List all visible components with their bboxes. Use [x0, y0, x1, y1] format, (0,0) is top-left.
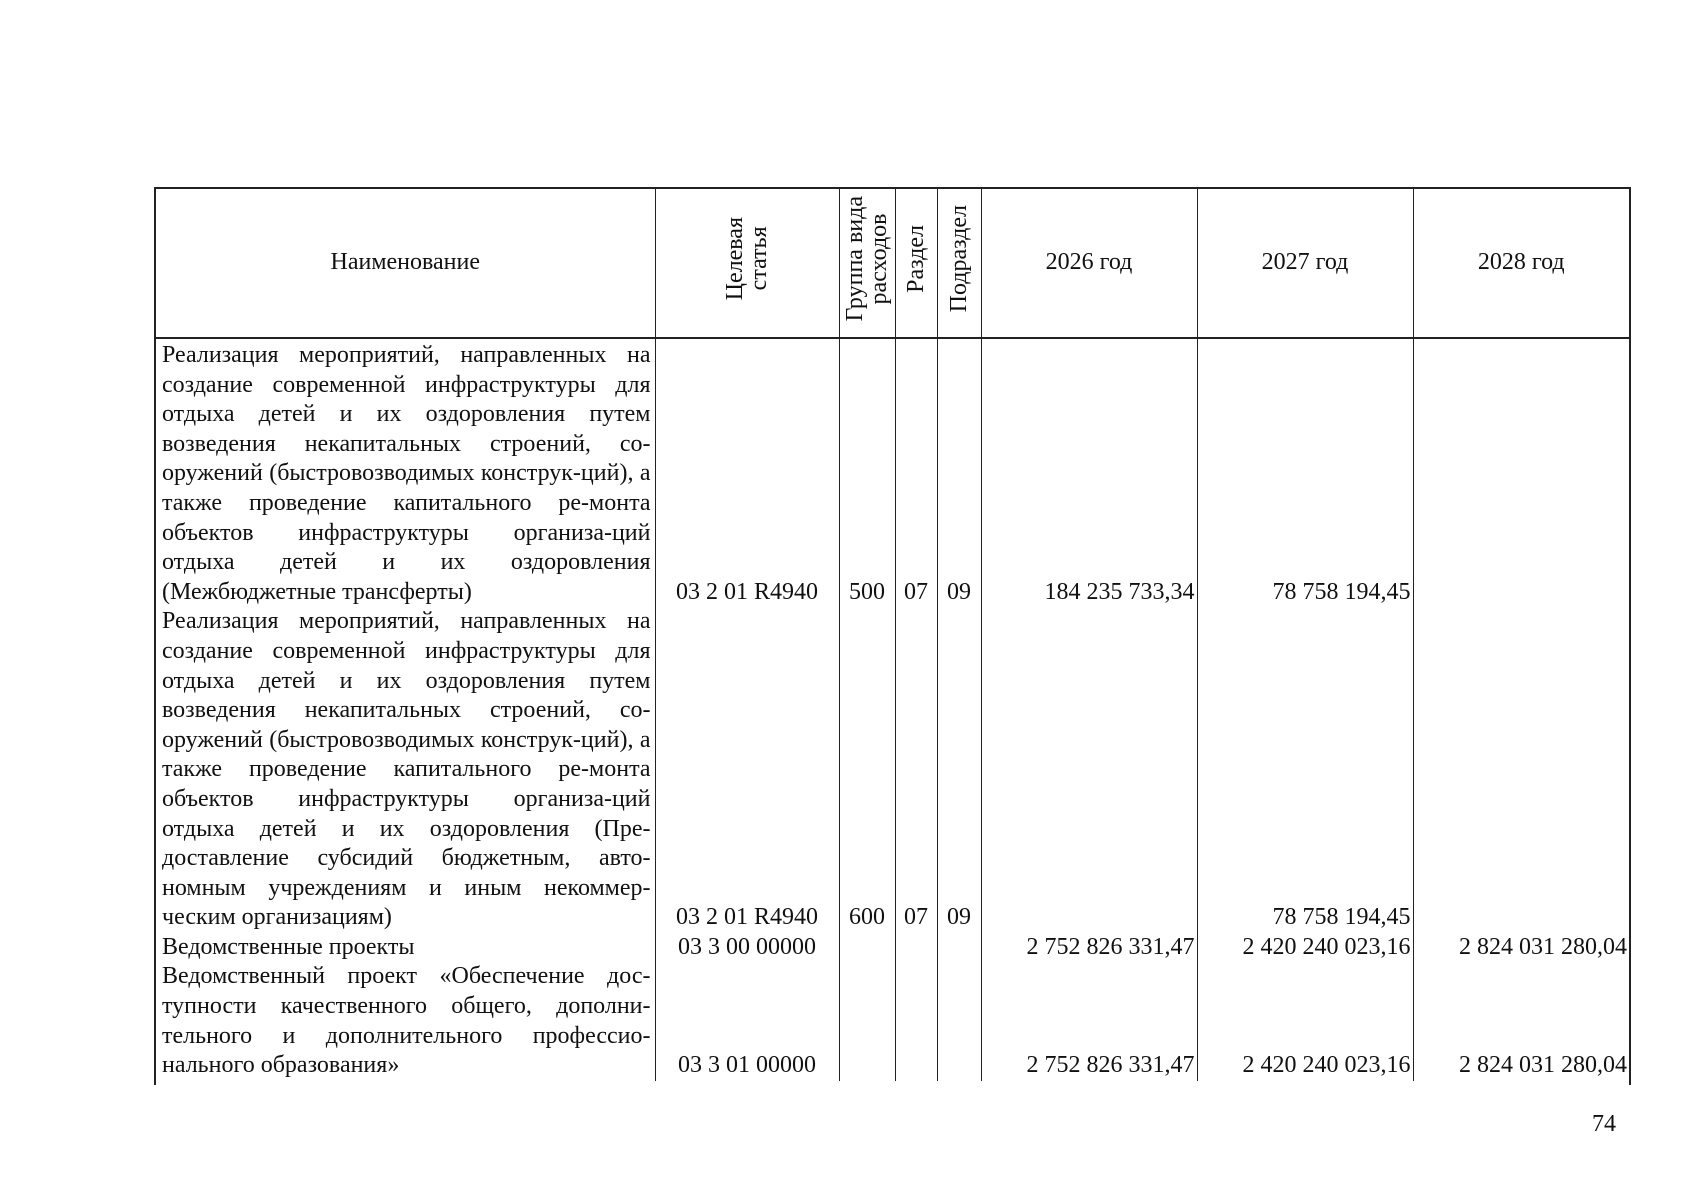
row-2027: 78 758 194,45: [1197, 338, 1413, 607]
row-target: 03 3 00 00000: [655, 933, 839, 963]
row-section: [895, 933, 937, 963]
header-section-label: Раздел: [903, 224, 929, 293]
row-2027: 2 420 240 023,16: [1197, 933, 1413, 963]
row-target: 03 3 01 00000: [655, 962, 839, 1080]
header-subsection: [937, 189, 981, 338]
row-2026: 2 752 826 331,47: [981, 962, 1197, 1080]
row-2027: 78 758 194,45: [1197, 607, 1413, 933]
budget-table-frame: [154, 187, 1631, 1085]
header-subsection-label: Подраздел: [946, 205, 972, 313]
row-group: 600: [839, 607, 895, 933]
row-subsection: 09: [937, 338, 981, 607]
row-name: Ведомственный проект «Обеспечение дос-тупности качественного общего, дополни-тельного и дополнительного профессио-нального образования»: [162, 963, 651, 1079]
row-group: [839, 933, 895, 963]
table-header-row: [156, 189, 1629, 338]
header-name: Наименование: [156, 189, 655, 338]
row-name: Ведомственные проекты: [162, 933, 415, 960]
row-name: Реализация мероприятий, направленных на создание современной инфраструктуры для отдыха детей и их оздоровления путем возведения некапитальных строений, со-оружений (быстровозводимых конструк-ций), а также проведение капитального ре-монта объектов инфраструктуры организа-ций отдыха детей и их оздоровления (Межбюджетные трансферты): [162, 342, 651, 605]
budget-table: [156, 189, 1629, 1081]
table-row: [156, 607, 1629, 933]
header-section: [895, 189, 937, 338]
header-group: [839, 189, 895, 338]
row-group: 500: [839, 338, 895, 607]
header-group-label: Группа вида расходов: [842, 195, 892, 322]
row-section: 07: [895, 607, 937, 933]
row-subsection: [937, 933, 981, 963]
row-target: 03 2 01 R4940: [655, 338, 839, 607]
row-2028: [1413, 607, 1629, 933]
row-subsection: 09: [937, 607, 981, 933]
table-row: [156, 933, 1629, 963]
row-2027: 2 420 240 023,16: [1197, 962, 1413, 1080]
row-2026: 2 752 826 331,47: [981, 933, 1197, 963]
table-row: [156, 338, 1629, 607]
row-group: [839, 962, 895, 1080]
header-2027: 2027 год: [1197, 189, 1413, 338]
page-number: 74: [1592, 1111, 1616, 1137]
row-2026: [981, 607, 1197, 933]
row-target: 03 2 01 R4940: [655, 607, 839, 933]
row-subsection: [937, 962, 981, 1080]
header-target-label: Целевая статья: [722, 217, 772, 301]
header-2026: 2026 год: [981, 189, 1197, 338]
header-2028: 2028 год: [1413, 189, 1629, 338]
row-section: [895, 962, 937, 1080]
row-section: 07: [895, 338, 937, 607]
table-row: [156, 962, 1629, 1080]
row-2028: 2 824 031 280,04: [1413, 962, 1629, 1080]
row-2026: 184 235 733,34: [981, 338, 1197, 607]
row-2028: 2 824 031 280,04: [1413, 933, 1629, 963]
header-target: [655, 189, 839, 338]
row-name: Реализация мероприятий, направленных на создание современной инфраструктуры для отдыха детей и их оздоровления путем возведения некапитальных строений, со-оружений (быстровозводимых конструк-ций), а также проведение капитального ре-монта объектов инфраструктуры организа-ций отдыха детей и их оздоровления (Пре-доставление субсидий бюджетным, авто-номным учреждениям и иным некоммер-ческим организациям): [162, 608, 651, 931]
row-2028: [1413, 338, 1629, 607]
